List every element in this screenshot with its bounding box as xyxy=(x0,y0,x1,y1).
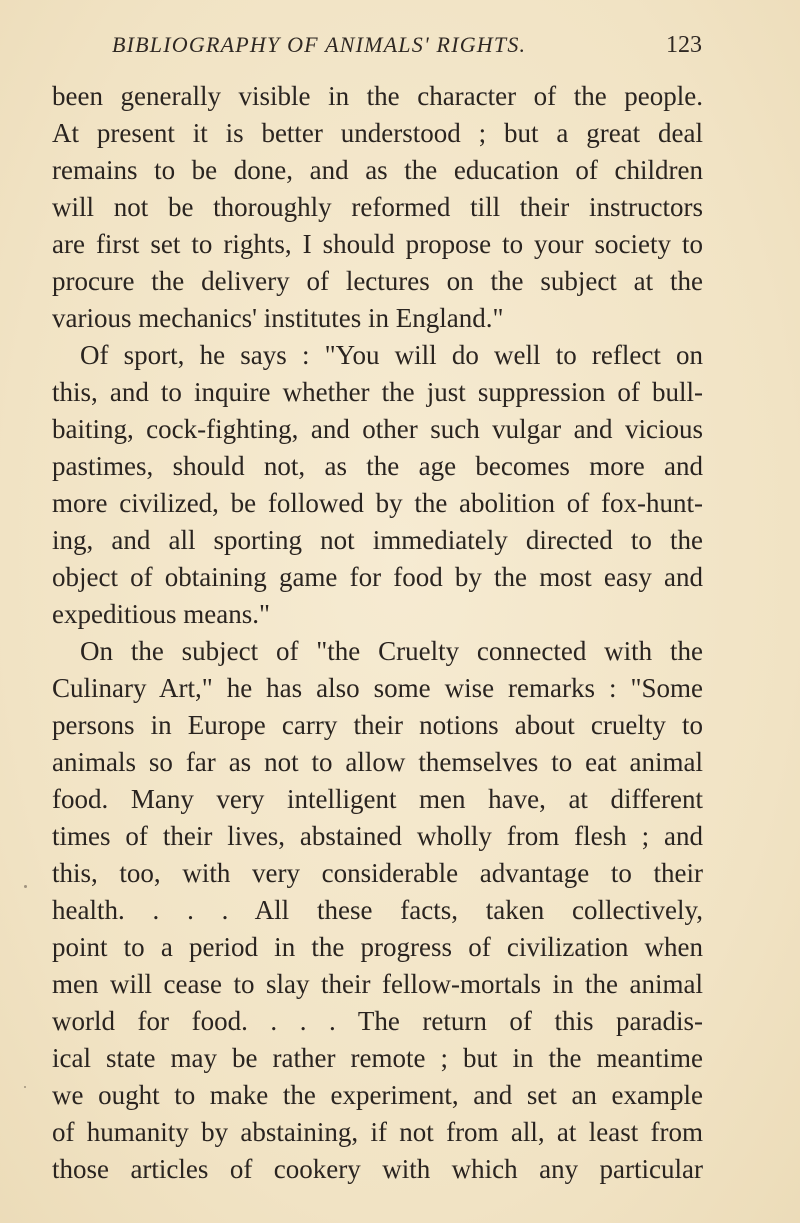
text-line: persons in Europe carry their notions about cruelty to xyxy=(52,710,703,740)
text-line: animals so far as not to allow themselves to eat animal xyxy=(52,747,703,777)
text-line: this, and to inquire whether the just suppression of bull- xyxy=(52,377,703,407)
running-title: BIBLIOGRAPHY OF ANIMALS' RIGHTS. xyxy=(112,32,527,57)
text-line: world for food. . . . The return of this paradis- xyxy=(52,1006,703,1036)
text-line: On the subject of "the Cruelty connected with the xyxy=(80,636,703,666)
text-line: times of their lives, abstained wholly from flesh ; and xyxy=(52,821,703,851)
text-line: of humanity by abstaining, if not from all, at least from xyxy=(52,1117,703,1147)
text-line: been generally visible in the character of the people. xyxy=(52,81,703,111)
text-line: men will cease to slay their fellow-mortals in the animal xyxy=(52,969,703,999)
text-line: ical state may be rather remote ; but in the meantime xyxy=(52,1043,703,1073)
paper-speck xyxy=(24,1086,26,1088)
text-line: At present it is better understood ; but a great deal xyxy=(52,118,703,148)
text-line: are first set to rights, I should propose to your society to xyxy=(52,229,703,259)
page-number: 123 xyxy=(666,32,702,58)
text-line: Of sport, he says : "You will do well to reflect on xyxy=(80,340,703,370)
text-line: more civilized, be followed by the abolition of fox-hunt- xyxy=(52,488,703,518)
paper-speck xyxy=(24,885,27,888)
text-line: we ought to make the experiment, and set an example xyxy=(52,1080,703,1110)
text-line: pastimes, should not, as the age becomes more and xyxy=(52,451,703,481)
running-header xyxy=(112,22,702,62)
text-line: point to a period in the progress of civilization when xyxy=(52,932,703,962)
text-line: health. . . . All these facts, taken collectively, xyxy=(52,895,703,925)
text-line: various mechanics' institutes in England." xyxy=(52,303,504,333)
text-line: will not be thoroughly reformed till their instructors xyxy=(52,192,703,222)
body-text xyxy=(52,78,703,1188)
text-line: Culinary Art," he has also some wise remarks : "Some xyxy=(52,673,703,703)
text-line: remains to be done, and as the education of children xyxy=(52,155,703,185)
text-line: food. Many very intelligent men have, at different xyxy=(52,784,703,814)
text-line: ing, and all sporting not immediately directed to the xyxy=(52,525,703,555)
text-line: those articles of cookery with which any particular xyxy=(52,1154,703,1184)
text-line: baiting, cock-fighting, and other such vulgar and vicious xyxy=(52,414,703,444)
text-line: this, too, with very considerable advantage to their xyxy=(52,858,703,888)
text-line: object of obtaining game for food by the most easy and xyxy=(52,562,703,592)
text-line: procure the delivery of lectures on the subject at the xyxy=(52,266,703,296)
text-line: expeditious means." xyxy=(52,599,270,629)
